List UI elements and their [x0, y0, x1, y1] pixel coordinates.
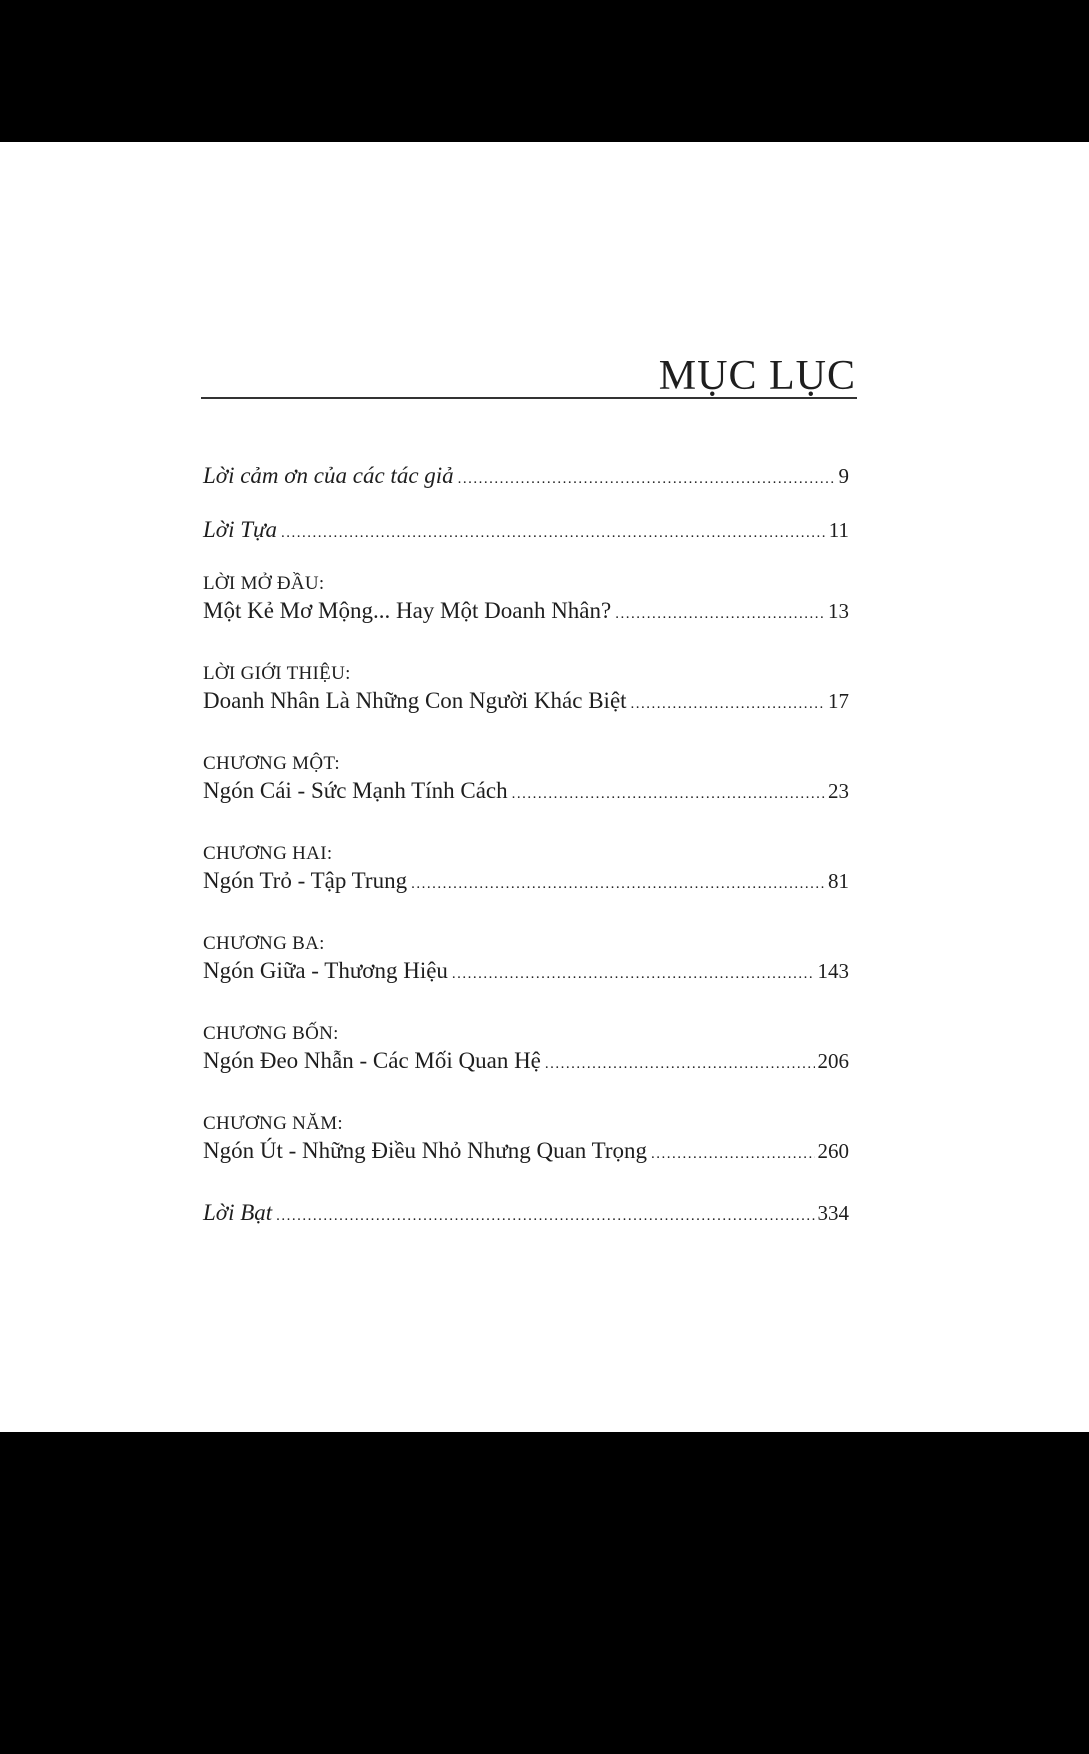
toc-line: [203, 866, 849, 896]
toc-entry-afterword: [203, 1198, 849, 1228]
dot-leader: [452, 959, 815, 989]
toc-entry-chapter-3: [203, 932, 849, 986]
dot-leader: [281, 518, 826, 548]
toc-line: [203, 1198, 849, 1228]
toc-page-number: 13: [828, 599, 849, 623]
dot-leader: [458, 464, 836, 494]
toc-entry-chapter-5: [203, 1112, 849, 1166]
toc-line: [203, 515, 849, 545]
toc-line: [203, 686, 849, 716]
toc-line: [203, 1046, 849, 1076]
dot-leader: [615, 599, 825, 629]
toc-entry-chapter-1: [203, 752, 849, 806]
toc-section-heading: CHƯƠNG BỐN:: [203, 1023, 339, 1044]
toc-page-number: 143: [817, 959, 849, 983]
toc-section-heading: CHƯƠNG NĂM:: [203, 1113, 343, 1134]
toc-section-heading: CHƯƠNG BA:: [203, 933, 325, 954]
toc-line: [203, 596, 849, 626]
dot-leader: [411, 869, 825, 899]
toc-page-number: 11: [828, 518, 849, 542]
toc-page-number: 260: [817, 1139, 849, 1163]
toc-entry-title: Lời Bạt: [203, 1200, 273, 1225]
toc-section-heading: CHƯƠNG HAI:: [203, 843, 333, 864]
toc-line: [203, 461, 849, 491]
toc-entry-title: Ngón Giữa - Thương Hiệu: [203, 958, 448, 983]
dot-leader: [545, 1049, 815, 1079]
dot-leader: [512, 779, 825, 809]
toc-line: [203, 776, 849, 806]
toc-page-number: 17: [828, 689, 849, 713]
toc-line: [203, 1136, 849, 1166]
toc-entry-title: Doanh Nhân Là Những Con Người Khác Biệt: [203, 688, 627, 713]
toc-section-heading: CHƯƠNG MỘT:: [203, 753, 340, 774]
toc-section-heading: LỜI GIỚI THIỆU:: [203, 663, 351, 684]
toc-entry-introduction: [203, 662, 849, 716]
toc-entry-title: Một Kẻ Mơ Mộng... Hay Một Doanh Nhân?: [203, 598, 612, 623]
toc-entry-title: Ngón Út - Những Điều Nhỏ Nhưng Quan Trọng: [203, 1138, 648, 1163]
toc-entry-chapter-4: [203, 1022, 849, 1076]
toc-entry-acknowledgements: [203, 461, 849, 491]
dot-leader: [631, 689, 825, 719]
toc-page-number: 334: [817, 1201, 849, 1225]
dot-leader: [651, 1139, 814, 1169]
toc-page-number: 81: [828, 869, 849, 893]
book-page: [0, 142, 1089, 1432]
toc-page-number: 23: [828, 779, 849, 803]
toc-entry-title: Ngón Đeo Nhẫn - Các Mối Quan Hệ: [203, 1048, 541, 1073]
toc-page-number: 206: [817, 1049, 849, 1073]
toc-entry-opening: [203, 572, 849, 626]
toc-entry-title: Ngón Cái - Sức Mạnh Tính Cách: [203, 778, 508, 803]
toc-line: [203, 956, 849, 986]
page-title: MỤC LỤC: [658, 353, 856, 399]
toc-page-number: 9: [838, 464, 849, 488]
toc-entry-preface: [203, 515, 849, 545]
toc-entry-title: Lời Tựa: [203, 517, 278, 542]
toc-entry-title: Ngón Trỏ - Tập Trung: [203, 868, 408, 893]
title-underline: [201, 397, 857, 399]
dot-leader: [276, 1201, 814, 1231]
toc-entry-title: Lời cảm ơn của các tác giả: [203, 463, 454, 488]
toc-entry-chapter-2: [203, 842, 849, 896]
toc-section-heading: LỜI MỞ ĐẦU:: [203, 573, 325, 594]
